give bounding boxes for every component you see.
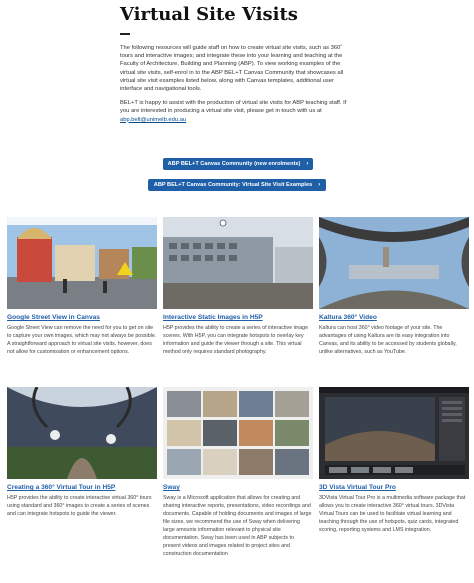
card-title-link[interactable]: Kaltura 360° Video: [319, 314, 377, 321]
chevron-right-icon: ›: [318, 182, 321, 188]
card-title-link[interactable]: Creating a 360° Virtual Tour in H5P: [7, 484, 116, 491]
card-google-street-view: [7, 217, 157, 356]
community-enrol-button-label: ABP BEL+T Canvas Community (new enrolments): [167, 161, 301, 167]
card-interactive-static-images: [163, 217, 313, 356]
intro-paragraph-2: [120, 99, 356, 124]
card-description: Sway is a Microsoft application that allows for creating and sharing interactive reports, presentations, video recordings and documents. Capable of holding documents and images of large file sizes, we recommend the use of Sway when delivering large amounts information relevant to physical site documentation. Sway has been used in ABP subjects to present videos and images related to project sites and construction documentation: [163, 495, 312, 557]
card-kaltura-360-video: [319, 217, 469, 356]
card-description: H5P provides the ability to create a series of interactive image scenes. With H5P, you can integrate hotspots to overlay key information and guide the viewer through a site. This virtual method only requires standard photography.: [163, 325, 309, 355]
card-title-link[interactable]: Sway: [163, 484, 180, 491]
card-description: Kaltura can host 360° video footage of your site. The advantages of using Kaltura are its easy integration into Canvas, and its ability to be accessed by students globally, unlike alternatives, such as YouTube.: [319, 325, 457, 355]
3d-vista-thumbnail[interactable]: [319, 387, 469, 479]
contact-email-link[interactable]: abp.belt@unimelb.edu.au: [120, 116, 187, 123]
chevron-right-icon: ›: [306, 161, 309, 167]
card-3d-vista: [319, 387, 469, 534]
intro-text: [120, 44, 356, 130]
intro-paragraph-1: The following resources will guide staff on how to create virtual site visits, such as 360˚ tours and interactive images; and integrate these into your learning and teaching at the Faculty of Architecture, Building and Planning (ABP). To view working examples of the virtual site visits, self-enrol in to the ABP BEL+T Canvas Community that showcases all virtual site visit examples listed below, along with Canvas templates, additional user interface and navigational tools.: [120, 45, 344, 93]
page-title: Virtual Site Visits: [120, 4, 298, 25]
card-title-link[interactable]: Interactive Static Images in H5P: [163, 314, 263, 321]
card-description: 3DVista Virtual Tour Pro is a multimedia software package that allows you to create interactive 360° virtual tours. 3DVista Virtual Tours can be used to facilitate virtual learning and teaching through the use of hotspots, quiz cards, integrated scoring, reporting systems and LMS integration.: [319, 495, 466, 533]
h5p-static-image-thumbnail[interactable]: [163, 217, 313, 309]
card-title-link[interactable]: Google Street View in Canvas: [7, 314, 100, 321]
card-360-virtual-tour-h5p: [7, 387, 157, 518]
card-description: Google Street View can remove the need for you to get on site to capture your own images, which may not always be possible. A straightforward approach to virtual site visits, however, does not allow for customisation or enhancement options.: [7, 325, 157, 355]
intro-paragraph-2-text: BEL+T is happy to assist with the production of virtual site visits for ABP teaching staff. If you are interested in producing a virtual site visit, please get in touch with us at: [120, 100, 347, 115]
h5p-360-tour-thumbnail[interactable]: [7, 387, 157, 479]
sway-thumbnail[interactable]: [163, 387, 313, 479]
examples-button[interactable]: [148, 179, 326, 191]
title-divider: [120, 33, 130, 35]
examples-button-label: ABP BEL+T Canvas Community: Virtual Site Visit Examples: [153, 182, 313, 188]
card-title-link[interactable]: 3D Vista Virtual Tour Pro: [319, 484, 396, 491]
street-view-thumbnail[interactable]: [7, 217, 157, 309]
community-enrol-button[interactable]: [163, 158, 313, 170]
card-description: H5P provides the ability to create interactive virtual 360° tours using standard and 360° images to create a series of scenes and can integrate hotspots to guide the viewer.: [7, 495, 152, 517]
card-sway: [163, 387, 313, 558]
kaltura-video-thumbnail[interactable]: [319, 217, 469, 309]
